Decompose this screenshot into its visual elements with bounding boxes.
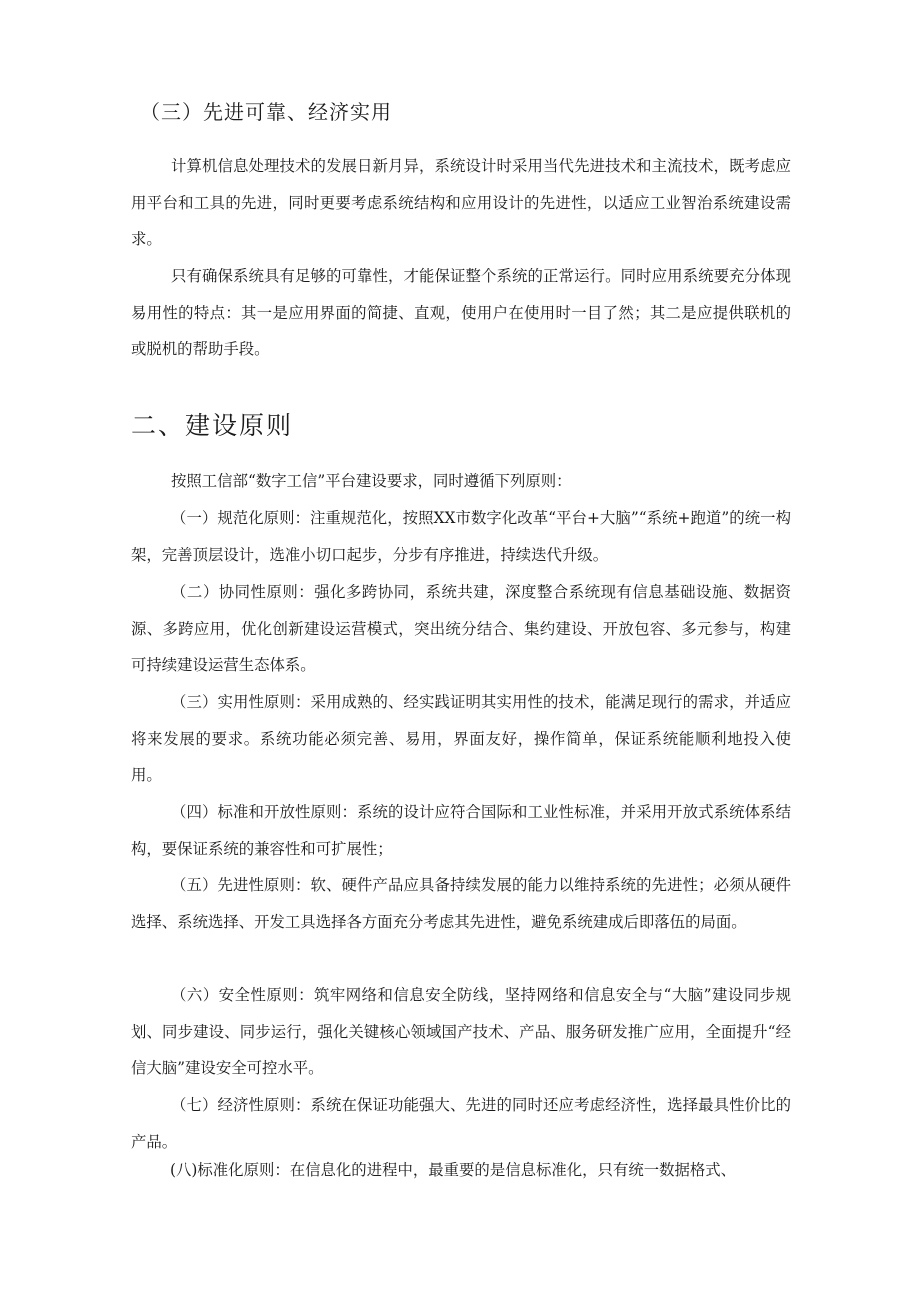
paragraph-reliability: 只有确保系统具有足够的可靠性，才能保证整个系统的正常运行。同时应用系统要充分体现易用性的特点：其一是应用界面的简捷、直观，使用户在使用时一目了然；其二是应提供联机的或脱机的帮助手段。 xyxy=(131,267,791,358)
principle-openness: （四）标准和开放性原则：系统的设计应符合国际和工业性标准，并采用开放式系统体系结构，要保证系统的兼容性和可扩展性； xyxy=(131,803,791,858)
principle-security: （六）安全性原则：筑牢网络和信息安全防线，坚持网络和信息安全与“大脑”建设同步规划、同步建设、同步运行，强化关键核心领域国产技术、产品、服务研发推广应用，全面提升“经信大脑”建设安全可控水平。 xyxy=(131,986,791,1077)
principle-economy: （七）经济性原则：系统在保证功能强大、先进的同时还应考虑经济性，选择最具性价比的产品。 xyxy=(131,1096,791,1151)
section-subheading: （三）先进可靠、经济实用 xyxy=(140,100,392,124)
principle-collaboration: （二）协同性原则：强化多跨协同，系统共建，深度整合系统现有信息基础设施、数据资源、多跨应用，优化创新建设运营模式，突出统分结合、集约建设、开放包容、多元参与，构建可持续建设运营生态体系。 xyxy=(131,583,791,674)
principle-advancement: （五）先进性原则：软、硬件产品应具备持续发展的能力以维持系统的先进性；必须从硬件选择、系统选择、开发工具选择各方面充分考虑其先进性，避免系统建成后即落伍的局面。 xyxy=(131,876,791,931)
principle-practicality: （三）实用性原则：采用成熟的、经实践证明其实用性的技术，能满足现行的需求，并适应将来发展的要求。系统功能必须完善、易用，界面友好，操作简单，保证系统能顺利地投入使用。 xyxy=(131,693,791,784)
section-heading: 二、建设原则 xyxy=(131,411,294,440)
principles-intro: 按照工信部“数字工信”平台建设要求，同时遵循下列原则： xyxy=(171,472,572,490)
principle-normalization: (八)标准化原则：在信息化的进程中，最重要的是信息标准化，只有统一数据格式、 xyxy=(170,1161,737,1179)
paragraph-technology: 计算机信息处理技术的发展日新月异，系统设计时采用当代先进技术和主流技术，既考虑应用平台和工具的先进，同时更要考虑系统结构和应用设计的先进性，以适应工业智治系统建设需求。 xyxy=(131,157,791,248)
principle-standardization: （一）规范化原则：注重规范化，按照XX市数字化改革“平台+大脑”“系统+跑道”的统一构架，完善顶层设计，选准小切口起步，分步有序推进，持续迭代升级。 xyxy=(131,509,791,564)
